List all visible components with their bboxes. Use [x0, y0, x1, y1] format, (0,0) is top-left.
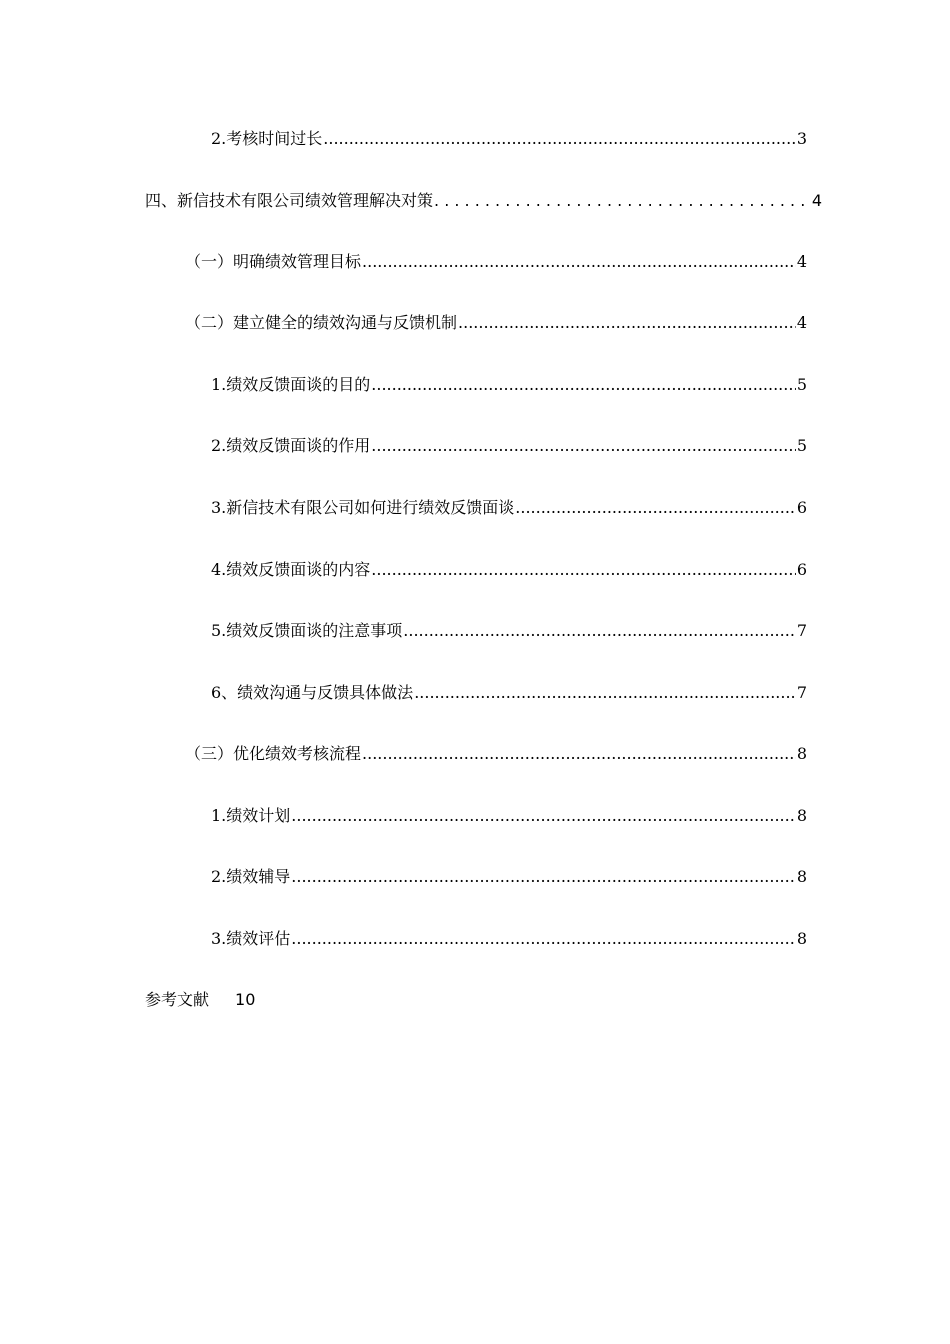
toc-entry-title: 2.绩效辅导	[211, 867, 291, 886]
toc-page-number: 8	[796, 744, 807, 763]
toc-entry-title: 3.绩效评估	[211, 929, 291, 948]
toc-page-number: 7	[796, 621, 807, 640]
toc-page-number: 5	[796, 375, 807, 394]
toc-page-number: 4	[796, 313, 807, 332]
toc-leader-dots	[362, 744, 796, 763]
toc-entry[interactable]	[185, 741, 807, 764]
toc-entry[interactable]	[211, 680, 807, 703]
toc-leader-dots	[362, 252, 796, 271]
toc-leader-dots	[434, 191, 811, 210]
toc-entry-title: 四、新信技术有限公司绩效管理解决对策	[145, 191, 434, 210]
toc-entry-title: 6、绩效沟通与反馈具体做法	[211, 683, 414, 702]
toc-page-number: 8	[796, 929, 807, 948]
toc-entry-title: 2.考核时间过长	[211, 129, 323, 148]
toc-entry-title: （二）建立健全的绩效沟通与反馈机制	[185, 313, 458, 332]
toc-leader-dots	[371, 560, 796, 579]
toc-entry[interactable]	[185, 310, 807, 333]
toc-entry[interactable]	[211, 557, 807, 580]
toc-leader-dots	[458, 313, 796, 332]
toc-entry-title: 3.新信技术有限公司如何进行绩效反馈面谈	[211, 498, 515, 517]
toc-page-number: 6	[796, 560, 807, 579]
toc-leader-dots	[291, 867, 796, 886]
toc-page-number: 8	[796, 867, 807, 886]
toc-entry[interactable]	[211, 433, 807, 456]
toc-entry[interactable]	[211, 618, 807, 641]
toc-entry-title: 参考文献	[145, 990, 210, 1009]
toc-entry[interactable]	[185, 249, 807, 272]
toc-leader-dots	[291, 929, 796, 948]
toc-entry-title: （一）明确绩效管理目标	[185, 252, 362, 271]
toc-leader-dots	[403, 621, 796, 640]
toc-entry-references[interactable]	[145, 987, 255, 1010]
toc-page-number: 4	[796, 252, 807, 271]
toc-entry[interactable]	[211, 864, 807, 887]
toc-leader-dots	[515, 498, 796, 517]
toc-leader-dots	[323, 129, 796, 148]
toc-entry[interactable]	[211, 926, 807, 949]
toc-page-number: 8	[796, 806, 807, 825]
toc-page-number: 5	[796, 436, 807, 455]
toc-leader-dots	[371, 375, 796, 394]
toc-entry-title: 5.绩效反馈面谈的注意事项	[211, 621, 403, 640]
toc-leader-dots	[371, 436, 796, 455]
toc-entry[interactable]	[211, 126, 807, 149]
toc-entry[interactable]	[211, 372, 807, 395]
toc-page-number: 3	[796, 129, 807, 148]
toc-page-number: 10	[235, 990, 256, 1009]
toc-entry[interactable]	[145, 188, 822, 211]
toc-leader-dots	[291, 806, 796, 825]
toc-entry-title: 1.绩效反馈面谈的目的	[211, 375, 371, 394]
toc-page-number: 4	[811, 191, 822, 210]
toc-entry[interactable]	[211, 495, 807, 518]
toc-entry-title: 4.绩效反馈面谈的内容	[211, 560, 371, 579]
toc-page-number: 7	[796, 683, 807, 702]
toc-leader-dots	[414, 683, 796, 702]
toc-entry[interactable]	[211, 803, 807, 826]
toc-entry-title: （三）优化绩效考核流程	[185, 744, 362, 763]
toc-entry-title: 1.绩效计划	[211, 806, 291, 825]
toc-entry-title: 2.绩效反馈面谈的作用	[211, 436, 371, 455]
toc-page-number: 6	[796, 498, 807, 517]
